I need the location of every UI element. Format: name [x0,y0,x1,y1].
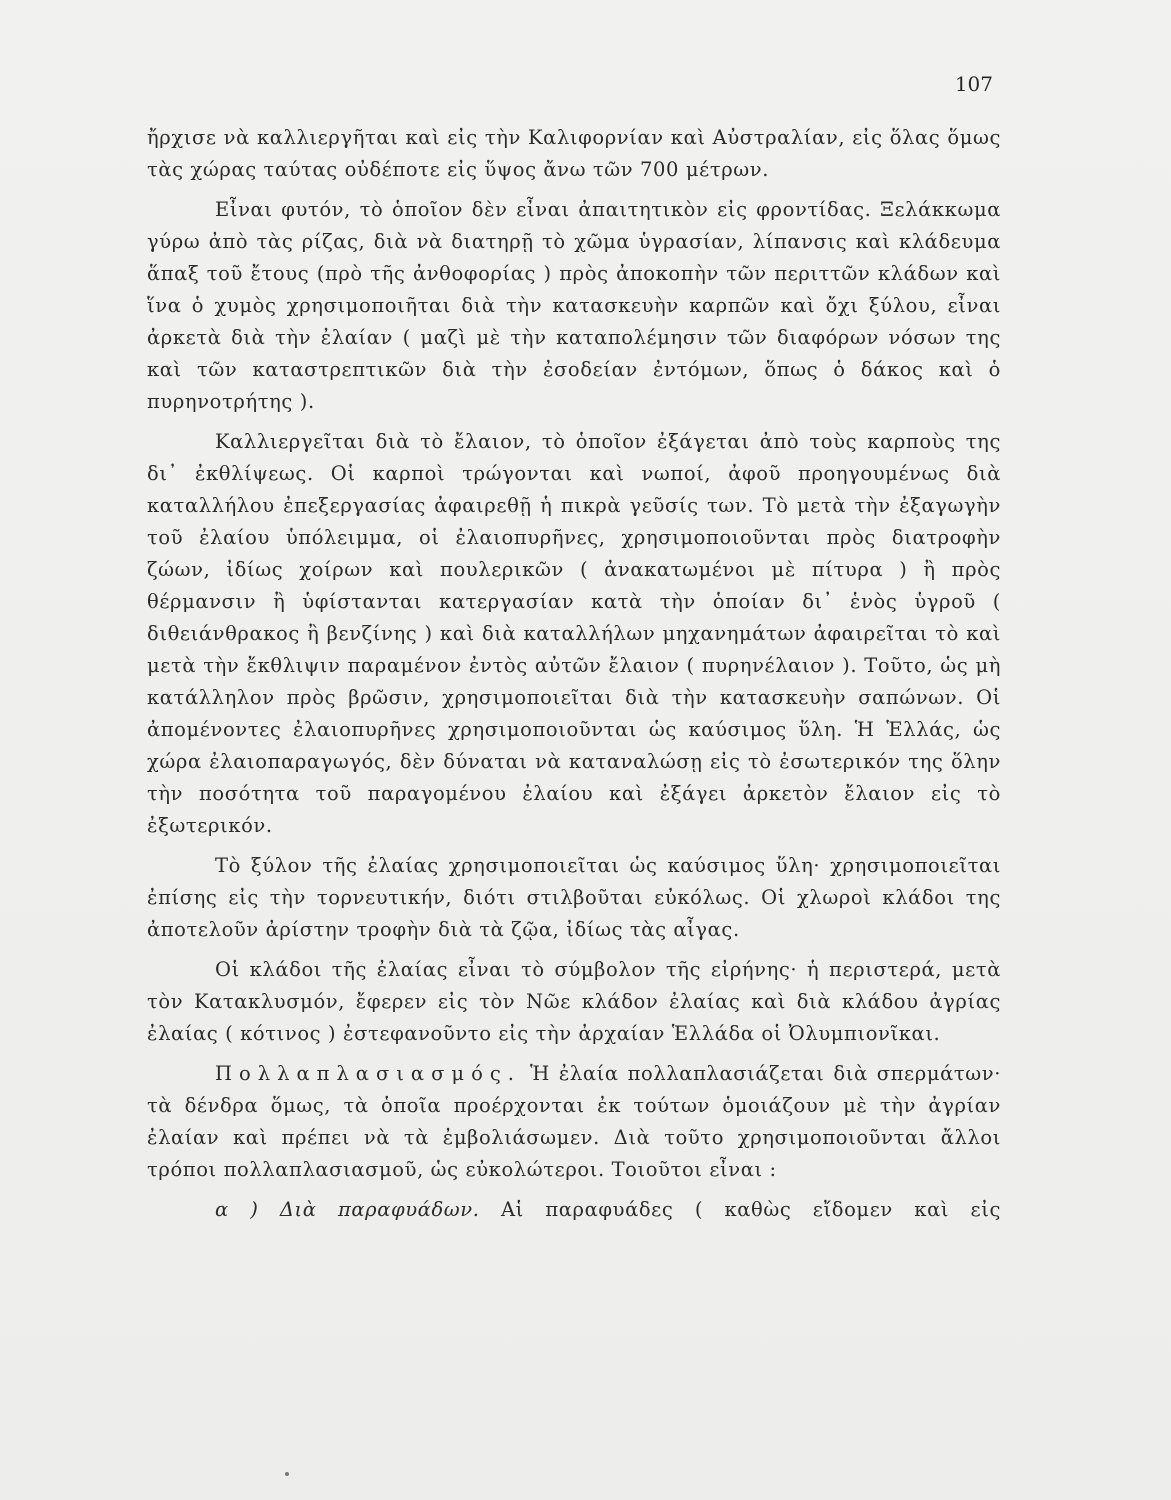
paragraph-text: Οἱ κλάδοι τῆς ἐλαίας εἶναι τὸ σύμβολον τῆς εἰρήνης· ἡ περιστερά, μετὰ τὸν Κατακλυσμόν, ἔφερεν εἰς τὸν Νῶε κλάδον ἐλαίας καὶ διὰ κλάδου ἀγρίας ἐλαίας ( κότινος ) ἐστεφανοῦντο εἰς τὴν ἀρχαίαν Ἑλλάδα οἱ Ὀλυμπιονῖκαι. [147,958,1001,1045]
paragraph [147,954,1001,1050]
paragraph-text: Αἱ παραφυάδες ( καθὼς εἴδομεν καὶ εἰς [500,1198,1001,1221]
section-heading: Πολλαπλασιασμός. [215,1062,521,1085]
paragraph [147,122,1001,186]
paragraph-text: Καλλιεργεῖται διὰ τὸ ἔλαιον, τὸ ὁποῖον ἐξάγεται ἀπὸ τοὺς καρποὺς της δι᾽ ἐκθλίψεως. Οἱ καρποὶ τρώγονται καὶ νωποί, ἀφοῦ προηγουμένως διὰ καταλλήλου ἐπεξεργασίας ἀφαιρεθῇ ἡ πικρὰ γεῦσίς των. Τὸ μετὰ τὴν ἐξαγωγὴν τοῦ ἐλαίου ὑπόλειμμα, οἱ ἐλαιοπυρῆνες, χρησιμοποιοῦνται πρὸς διατροφὴν ζώων, ἰδίως χοίρων καὶ πουλερικῶν ( ἀνακατωμένοι μὲ πίτυρα ) ἢ πρὸς θέρμανσιν ἢ ὑφίστανται κατεργασίαν κατὰ τὴν ὁποίαν δι᾽ ἑνὸς ὑγροῦ ( διθειάνθρακος ἢ βενζίνης ) καὶ διὰ καταλλήλων μηχανημάτων ἀφαιρεῖται τὸ καὶ μετὰ τὴν ἔκθλιψιν παραμένον ἐντὸς αὐτῶν ἔλαιον ( πυρηνέλαιον ). Τοῦτο, ὡς μὴ κατάλληλον πρὸς βρῶσιν, χρησιμοποιεῖται διὰ τὴν κατασκευὴν σαπώνων. Οἱ ἀπομένοντες ἐλαιοπυρῆνες χρησιμοποιοῦνται ὡς καύσιμος ὕλη. Ἡ Ἑλλάς, ὡς χώρα ἐλαιοπαραγωγός, δὲν δύναται νὰ καταναλώσῃ εἰς τὸ ἐσωτερικόν της ὅλην τὴν ποσότητα τοῦ παραγομένου ἐλαίου καὶ ἐξάγει ἀρκετὸν ἔλαιον εἰς τὸ ἐξωτερικόν. [147,430,1001,837]
paragraph-text: Ἡ ἐλαία πολλαπλασιάζεται διὰ σπερμάτων· τὰ δένδρα ὅμως, τὰ ὁποῖα προέρχονται ἐκ τούτων ὁμοιάζουν μὲ τὴν ἀγρίαν ἐλαίαν καὶ πρέπει νὰ τὰ ἐμβολιάσωμεν. Διὰ τοῦτο χρησιμοποιοῦνται ἄλλοι τρόποι πολλαπλασιασμοῦ, ὡς εὐκολώτεροι. Τοιοῦτοι εἶναι : [147,1062,1001,1181]
page-number: 107 [954,72,993,96]
subsection-heading: α ) Διὰ παραφυάδων. [215,1198,480,1221]
paragraph [147,426,1001,842]
paragraph [147,1058,1001,1186]
paragraph-text: Τὸ ξύλον τῆς ἐλαίας χρησιμοποιεῖται ὡς καύσιμος ὕλη· χρησιμοποιεῖται ἐπίσης εἰς τὴν τορνευτικήν, διότι στιλβοῦται εὐκόλως. Οἱ χλωροὶ κλάδοι της ἀποτελοῦν ἀρίστην τροφὴν διὰ τὰ ζῷα, ἰδίως τὰς αἶγας. [147,854,1001,941]
paragraph [147,1194,1001,1226]
paragraph-text: Εἶναι φυτόν, τὸ ὁποῖον δὲν εἶναι ἀπαιτητικὸν εἰς φροντίδας. Ξελάκκωμα γύρω ἀπὸ τὰς ρίζας, διὰ νὰ διατηρῇ τὸ χῶμα ὑγρασίαν, λίπανσις καὶ κλάδευμα ἅπαξ τοῦ ἔτους (πρὸ τῆς ἀνθοφορίας ) πρὸς ἀποκοπὴν τῶν περιττῶν κλάδων καὶ ἵνα ὁ χυμὸς χρησιμοποιῆται διὰ τὴν κατασκευὴν καρπῶν καὶ ὄχι ξύλου, εἶναι ἀρκετὰ διὰ τὴν ἐλαίαν ( μαζὶ μὲ τὴν καταπολέμησιν τῶν διαφόρων νόσων της καὶ τῶν καταστρεπτικῶν διὰ τὴν ἐσοδείαν ἐντόμων, ὅπως ὁ δάκος καὶ ὁ πυρηνοτρήτης ). [147,198,1001,413]
paragraph [147,194,1001,418]
body-text [147,122,1001,1234]
paragraph-text: ἤρχισε νὰ καλλιεργῆται καὶ εἰς τὴν Καλιφορνίαν καὶ Αὐστραλίαν, εἰς ὅλας ὅμως τὰς χώρας ταύτας οὐδέποτε εἰς ὕψος ἄνω τῶν 700 μέτρων. [147,126,1001,181]
paper-speck [285,1472,289,1476]
paragraph [147,850,1001,946]
